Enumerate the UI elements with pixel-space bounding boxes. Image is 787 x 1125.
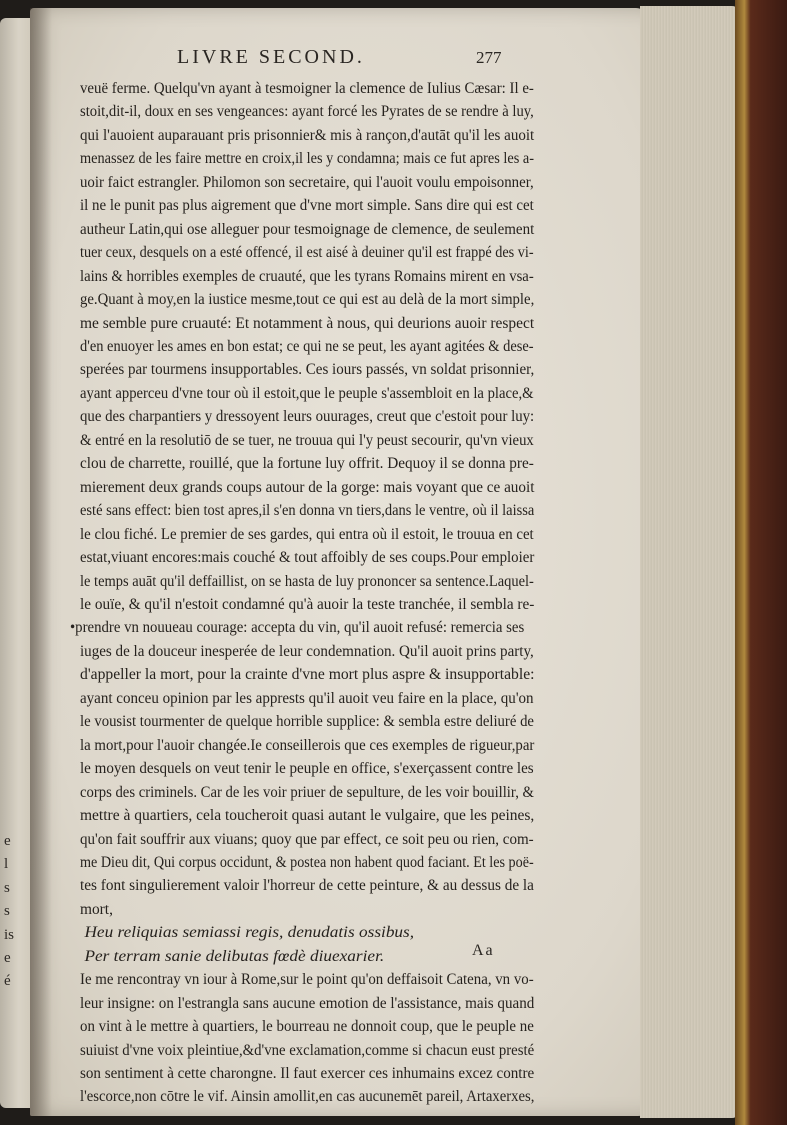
text-line: menassez de les faire mettre en croix,il les y condamna; mais ce fut apres les a- [80, 150, 535, 168]
text-line: me semble pure cruauté: Et notamment à nous, qui deurions auoir respect [80, 314, 535, 332]
text-line: lains & horribles exemples de cruauté, que les tyrans Romains mirent en vsa- [80, 267, 534, 285]
text-line: •prendre vn nouueau courage: accepta du vin, qu'il auoit refusé: remercia ses [70, 619, 525, 637]
text-line: tes font singulierement valoir l'horreur de cette peinture, & au dessus de la [80, 877, 534, 895]
text-line: ge.Quant à moy,en la iustice mesme,tout ce qui est au delà de la mort simple, [80, 291, 535, 309]
text-line: d'en enuoyer les ames en bon estat; ce qui ne se peut, les ayant agitées & dese- [80, 337, 534, 355]
text-line: il ne le punit pas plus aigrement que d'vne mort simple. Sans dire qui est cet [80, 197, 534, 215]
facing-page-fragment: is [4, 926, 15, 943]
facing-page-fragment: e [4, 950, 11, 967]
text-line: la mort,pour l'auoir changée.Ie conseillerois que ces exemples de rigueur,par [80, 736, 535, 754]
facing-page-fragment: é [4, 973, 11, 990]
text-line: estat,viuant encores:mais couché & tout affoibly de ses coups.Pour emploier [80, 549, 535, 567]
text-line: stoit,dit-il, doux en ses vengeances: ayant forcé les Pyrates de se rendre à luy, [80, 103, 534, 121]
text-line: corps des criminels. Car de les voir priuer de sepulture, de les voir bouillir, & [80, 783, 534, 801]
text-line: le moyen desquels on veut tenir le peuple en office, s'exerçassent contre les [80, 760, 534, 778]
text-line: qui l'auoient auparauant pris prisonnier& mis à rançon,d'autāt qu'il les auoit [80, 126, 535, 144]
text-line: on vint à le mettre à quartiers, le bourreau ne donnoit coup, que le peuple ne [80, 1018, 534, 1036]
facing-page-fragment: l [4, 856, 9, 873]
text-line: le temps auāt qu'il deffaillist, on se hasta de luy prononcer sa sentence.Laquel- [80, 572, 534, 590]
facing-page-fragment: s [4, 903, 10, 920]
text-line: veuë ferme. Quelqu'vn ayant à tesmoigner la clemence de Iulius Cæsar: Il e- [80, 80, 534, 97]
text-line: clou de charrette, rouillé, que la fortune luy offrit. Dequoy il se donna pre- [80, 455, 534, 473]
text-line: iuges de la douceur inesperée de leur condemnation. Qu'il auoit prins party, [80, 642, 534, 660]
text-line: ayant apperceu d'vne tour où il estoit,que le peuple s'assembloit en la place,& [80, 384, 534, 402]
page-stack-edges [640, 6, 740, 1118]
facing-page-fragment: e [4, 833, 11, 849]
body-text [70, 77, 535, 1109]
page-number: 277 [476, 48, 502, 67]
text-line: uoir faict estrangler. Philomon son secretaire, qui l'auoit voulu empoisonner, [80, 173, 534, 191]
text-line: son sentiment à cette charongne. Il faut exercer ces inhumains excez contre [80, 1065, 535, 1083]
running-head: LIVRE SECOND. [177, 46, 365, 68]
text-line: mort, [80, 900, 113, 918]
facing-page-edge [0, 18, 34, 1108]
text-line: le ouïe, & qu'il n'estoit condamné qu'à auoir la teste tranchée, il sembla re- [80, 595, 535, 613]
facing-page-fragments [4, 830, 20, 994]
page-gutter-shadow [30, 8, 52, 1116]
text-line: le clou fiché. Le premier de ses gardes, qui entra où il estoit, le trouua en cet [80, 525, 534, 543]
text-line: que des charpantiers y dressoyent leurs ouurages, creut que c'estoit pour luy: [80, 408, 535, 426]
text-line: leur insigne: on l'estrangla sans aucune emotion de l'assistance, mais quand [80, 994, 535, 1012]
book-cover-edge [735, 0, 787, 1125]
text-line: autheur Latin,qui ose alleguer pour tesmoignage de clemence, de seulement [80, 220, 535, 238]
text-line: Ie me rencontray vn iour à Rome,sur le point qu'on deffaisoit Catena, vn vo- [80, 971, 534, 989]
verse-line: Heu reliquias semiassi regis, denudatis ossibus, [84, 924, 415, 942]
verse-line: Per terram sanie delibutas fœdè diuexarier. [84, 947, 385, 965]
text-line: ayant conceu opinion par les apprests qu'il auoit veu faire en la place, qu'on [80, 689, 534, 707]
text-line: suiuist d'vne voix pleintiue,&d'vne exclamation,comme si chacun eust presté [80, 1041, 535, 1059]
text-line: me Dieu dit, Qui corpus occidunt, & postea non habent quod faciant. Et les poë- [80, 853, 534, 871]
text-line: le vousist tourmenter de quelque horrible supplice: & sembla estre deliuré de [80, 713, 534, 731]
text-line: l'escorce,non cōtre le vif. Ainsin amollit,en cas aucunemēt pareil, Artaxerxes, [80, 1088, 535, 1106]
text-line: esté sans effect: bien tost apres,il s'en donna vn tiers,dans le ventre, où il laissa [80, 502, 535, 520]
facing-page-fragment: s [4, 879, 10, 896]
text-line: sperées par tourmens insupportables. Ces iours passés, vn soldat prisonnier, [80, 361, 535, 379]
text-line: tuer ceux, desquels on a esté offencé, il est aisé à deuiner qu'il est frappé des vi- [80, 244, 534, 262]
text-line: d'appeller la mort, pour la crainte d'vne mort plus aspre & insupportable: [80, 666, 535, 684]
text-line: mettre à quartiers, cela toucheroit quasi autant le vulgaire, que les peines, [80, 807, 535, 825]
signature-mark: Aa [472, 942, 495, 959]
text-line: mierement deux grands coups autour de la gorge: mais voyant que ce auoit [80, 478, 535, 496]
text-line: qu'on fait souffrir aux viuans; quoy que par effect, ce soit peu ou rien, com- [80, 830, 534, 848]
text-line: & entré en la resolutiō de se tuer, ne trouua qui l'y peust secourir, qu'vn vieux [80, 431, 534, 449]
